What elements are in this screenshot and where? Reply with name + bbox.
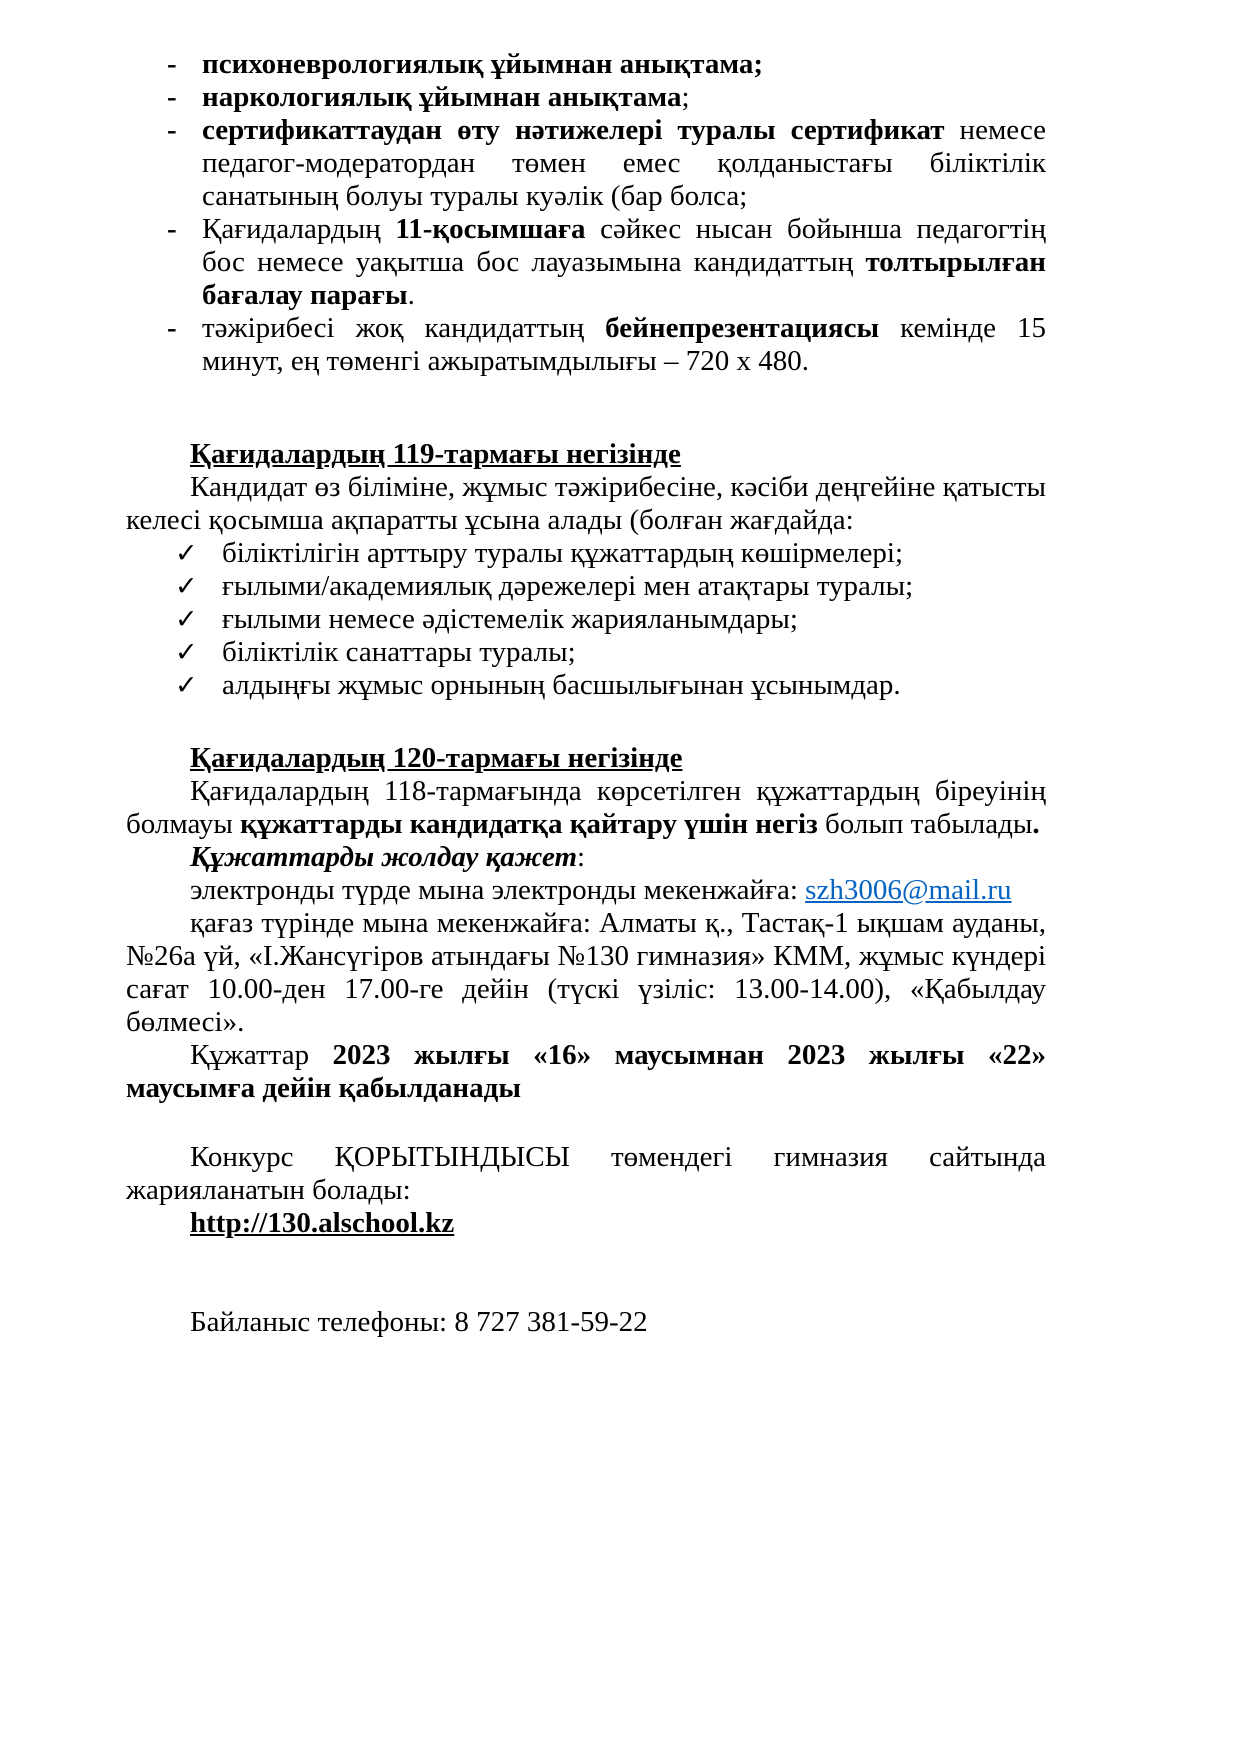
paragraph (126, 907, 1046, 1039)
check-marker-icon: ✓ (175, 604, 198, 635)
site-link[interactable]: http://130.alschool.kz (190, 1207, 455, 1239)
section-heading-120 (126, 742, 1046, 775)
check-marker-icon: ✓ (175, 670, 198, 701)
spacer (126, 378, 1046, 438)
check-marker-icon: ✓ (175, 571, 198, 602)
text-run: сәйкес нысан бойынша педагогтің бос немесе уақытша бос лауазымына кандидаттың (202, 213, 1047, 278)
text-run: Қағидалардың 119-тармағы негізінде (190, 438, 681, 470)
text-run: 11-қосымшаға (395, 213, 586, 245)
paragraph (126, 1207, 1046, 1240)
paragraph (126, 471, 1046, 537)
check-marker-icon: ✓ (175, 538, 198, 569)
spacer (126, 702, 1046, 742)
bullet-item (126, 114, 1046, 213)
text-run: 2023 жылғы «16» маусымнан 2023 жылғы «22» маусымға дейін қабылданады (126, 1039, 1046, 1104)
text-run: болып табылады (817, 808, 1033, 840)
check-item (126, 636, 1046, 669)
text-run: немесе педагог-модератордан төмен емес қолданыстағы біліктілік санатының болуы туралы куәлік (бар болса; (202, 114, 1046, 212)
check-marker-icon: ✓ (175, 637, 198, 668)
text-run: Қағидалардың 118-тармағында көрсетілген құжаттардың біреуінің болмауы (126, 775, 1046, 840)
bullet-item (126, 312, 1046, 378)
text-run: Құжаттарды жолдау қажет (190, 841, 578, 873)
text-run: құжаттарды кандидатқа қайтару үшін негіз (240, 808, 818, 840)
spacer (126, 1105, 1046, 1141)
text-run: Конкурс ҚОРЫТЫНДЫСЫ төмендегі гимназия сайтында жарияланатын болады: (126, 1141, 1046, 1206)
text-run: ғылыми/академиялық дәрежелері мен атақтары туралы; (222, 570, 914, 602)
text-run: қағаз түрінде мына мекенжайға: Алматы қ., Тастақ-1 ықшам ауданы, №26а үй, «І.Жансүгіров атындағы №130 гимназия» КММ, жұмыс күндері сағат 10.00-ден 17.00-ге дейін (түскі үзіліс: 13.00-14.00), «Қабылдау бөлмесі». (126, 907, 1046, 1038)
text-run: бейнепрезентациясы (605, 312, 880, 344)
spacer (126, 1240, 1046, 1306)
text-run: толтырылған бағалау парағы (202, 246, 1046, 311)
text-run: . (1032, 808, 1040, 840)
text-run: біліктілік санаттары туралы; (222, 636, 576, 668)
bullet-marker-icon: - (167, 213, 177, 245)
check-item (126, 669, 1046, 702)
check-item (126, 537, 1046, 570)
text-run: кемінде 15 минут, ең төменгі ажыратымдылығы – 720 x 480. (202, 312, 1047, 377)
text-run: ғылыми немесе әдістемелік жарияланымдары; (222, 603, 798, 635)
text-run: сертификаттаудан өту нәтижелері туралы сертификат (202, 114, 945, 146)
section-heading-119 (126, 438, 1046, 471)
bullet-item (126, 48, 1046, 81)
email-link[interactable]: szh3006@mail.ru (805, 874, 1012, 906)
check-item (126, 570, 1046, 603)
paragraph (126, 775, 1046, 841)
bullet-marker-icon: - (167, 81, 177, 113)
text-run: . (407, 279, 415, 311)
bullet-item (126, 81, 1046, 114)
text-run: біліктілігін арттыру туралы құжаттардың көшірмелері; (222, 537, 904, 569)
text-run: психоневрологиялық ұйымнан анықтама; (202, 48, 764, 80)
text-run: ; (681, 81, 690, 113)
contact-line (126, 1306, 1046, 1339)
text-run: Қағидалардың 120-тармағы негізінде (190, 742, 683, 774)
bullet-marker-icon: - (167, 312, 177, 344)
bullet-marker-icon: - (167, 48, 177, 80)
text-run: электронды түрде мына электронды мекенжайға: (190, 874, 806, 906)
bullet-item (126, 213, 1046, 312)
paragraph (126, 841, 1046, 874)
text-run: наркологиялық ұйымнан анықтама (202, 81, 682, 113)
paragraph (126, 1141, 1046, 1207)
document-page-content (126, 48, 1046, 1339)
text-run: Қағидалардың (202, 213, 396, 245)
text-run: : (577, 841, 586, 873)
paragraph (126, 1039, 1046, 1105)
check-item (126, 603, 1046, 636)
paragraph (126, 874, 1046, 907)
text-run: Кандидат өз біліміне, жұмыс тәжірибесіне, кәсіби деңгейіне қатысты келесі қосымша ақпаратты ұсына алады (болған жағдайда: (126, 471, 1046, 536)
text-run: тәжірибесі жоқ кандидаттың (202, 312, 606, 344)
bullet-marker-icon: - (167, 114, 177, 146)
text-run: Құжаттар (190, 1039, 333, 1071)
text-run: алдыңғы жұмыс орнының басшылығынан ұсынымдар. (222, 669, 901, 701)
text-run: Байланыс телефоны: 8 727 381-59-22 (190, 1306, 648, 1338)
